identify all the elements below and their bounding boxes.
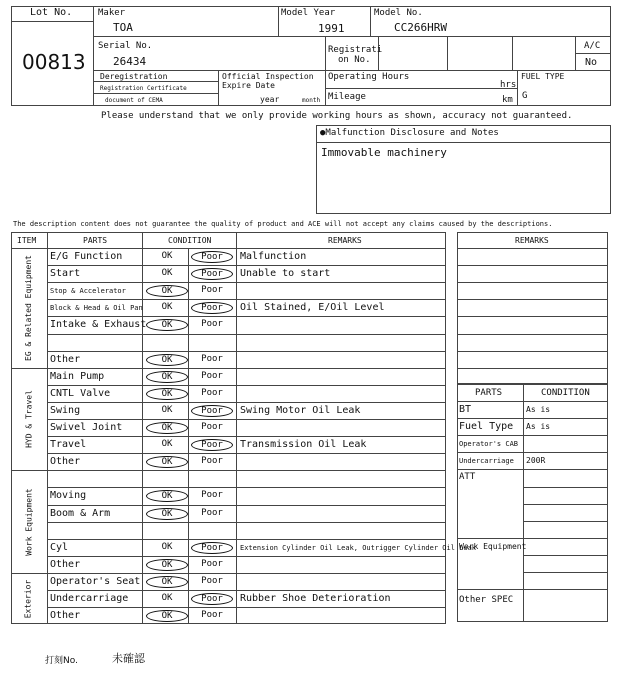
- poor-circled: Poor: [191, 251, 233, 263]
- group-label: Work Equipment: [24, 487, 33, 556]
- header-row-line-1: [93, 36, 611, 37]
- ok-label: OK: [161, 302, 173, 313]
- part-label: Intake & Exhaust: [50, 319, 147, 331]
- row-line: [47, 590, 446, 591]
- operating-hours-label: Operating Hours: [328, 72, 410, 82]
- hours-note: Please understand that we only provide working hours as shown, accuracy not guaranteed.: [101, 111, 573, 121]
- parts-condition: As is: [526, 405, 551, 414]
- ok-circled: OK: [146, 456, 188, 468]
- other-spec-label: Other SPEC: [459, 595, 514, 606]
- ok-circled: OK: [146, 422, 188, 434]
- dereg-line-2: [93, 93, 218, 94]
- poor-circled: Poor: [191, 405, 233, 417]
- parts-item: Operator's CAB: [459, 440, 519, 449]
- header-condition: CONDITION: [168, 236, 212, 245]
- reg-divider-2: [447, 36, 448, 70]
- parts-header-line: [457, 401, 608, 402]
- part-label: Other: [50, 353, 81, 365]
- other-spec-line: [457, 589, 608, 590]
- lot-label: Lot No.: [30, 7, 73, 18]
- ok-label: OK: [161, 439, 173, 450]
- parts-row-line: [457, 469, 608, 470]
- work-line: [457, 538, 608, 539]
- poor-label: Poor: [201, 558, 223, 569]
- part-label: Boom & Arm: [50, 507, 111, 519]
- model-year-label: Model Year: [281, 8, 336, 18]
- row-line: [47, 265, 446, 266]
- remark-text: Unable to start: [240, 268, 331, 280]
- parts-row-line: [457, 435, 608, 436]
- row-line: [47, 453, 446, 454]
- row-line: [47, 607, 446, 608]
- right-remarks-header-line: [457, 248, 608, 249]
- poor-label: Poor: [201, 422, 223, 432]
- serial-value: 26434: [113, 55, 147, 68]
- parts-item: Fuel Type: [459, 421, 514, 433]
- poor-label: Poor: [201, 353, 223, 364]
- malfunction-title-line: [316, 142, 611, 143]
- maker-value: TOA: [113, 21, 133, 34]
- ok-circled: OK: [146, 285, 188, 297]
- parts-condition: 200R: [526, 456, 546, 466]
- ok-circled: OK: [146, 508, 188, 520]
- row-line: [47, 385, 446, 386]
- fuel-type-label: FUEL TYPE: [521, 72, 565, 81]
- parts-condition: As is: [526, 422, 551, 432]
- poor-label: Poor: [201, 575, 223, 586]
- poor-circled: Poor: [191, 302, 233, 314]
- ok-circled: OK: [146, 319, 188, 331]
- malfunction-text: Immovable machinery: [321, 146, 447, 159]
- part-label: Block & Head & Oil Pan: [50, 304, 143, 313]
- model-year-value: 1991: [318, 22, 345, 35]
- att-row-line: [523, 504, 608, 505]
- rem-col-line: [236, 232, 237, 624]
- ok-label: OK: [161, 404, 173, 415]
- right-remarks-row-line: [457, 368, 608, 369]
- parts-item: BT: [459, 404, 472, 415]
- fuel-type-value: G: [522, 91, 528, 101]
- ok-label: OK: [161, 593, 173, 603]
- part-label: Swing: [50, 404, 81, 416]
- right-remarks-row-line: [457, 351, 608, 352]
- group-label: HYD & Travel: [24, 390, 33, 448]
- row-line: [47, 282, 446, 283]
- header-item: ITEM: [17, 236, 37, 245]
- registration-label-2: on No.: [338, 55, 371, 65]
- parts-row-line: [457, 418, 608, 419]
- group-label: Exterior: [23, 579, 33, 618]
- dereg-divider: [218, 70, 219, 106]
- dereg-sub-1: Registration Certificate: [100, 85, 187, 92]
- km-label: km: [502, 95, 513, 105]
- att-row-line: [523, 487, 608, 488]
- ok-circled: OK: [146, 354, 188, 366]
- ok-label: OK: [161, 268, 173, 279]
- row-line: [47, 299, 446, 300]
- row-line: [11, 368, 446, 369]
- lot-value: 00813: [22, 50, 86, 74]
- poor-label: Poor: [201, 507, 223, 518]
- poor-label: Poor: [201, 285, 223, 296]
- parts-item: Undercarriage: [459, 457, 514, 466]
- mileage-label: Mileage: [328, 92, 366, 102]
- poor-circled: Poor: [191, 439, 233, 451]
- row-line: [11, 470, 446, 471]
- part-label: E/G Function: [50, 251, 123, 262]
- poor-circled: Poor: [191, 542, 233, 554]
- row-line: [47, 419, 446, 420]
- row-line: [47, 334, 446, 335]
- row-line: [47, 402, 446, 403]
- right-remarks-header: REMARKS: [515, 236, 549, 245]
- ok-circled: OK: [146, 610, 188, 622]
- lot-divider: [93, 6, 94, 106]
- ac-mid-line: [575, 53, 611, 54]
- fuel-divider: [517, 70, 518, 106]
- part-label: Start: [50, 268, 81, 280]
- header-line: [11, 248, 446, 249]
- remark-text: Oil Stained, E/Oil Level: [240, 302, 385, 314]
- inspection-label-2: Expire Date: [222, 81, 275, 90]
- registration-label-1: Registrati: [328, 45, 383, 55]
- ok-circled: OK: [146, 559, 188, 571]
- row-line: [47, 436, 446, 437]
- right-remarks-row-line: [457, 334, 608, 335]
- hrs-label: hrs: [500, 80, 517, 90]
- remark-text: Malfunction: [240, 251, 307, 262]
- poor-label: Poor: [201, 490, 223, 501]
- modelyear-divider: [370, 6, 371, 36]
- part-label: Other: [50, 610, 81, 622]
- poor-label: Poor: [201, 456, 223, 467]
- poor-circled: Poor: [191, 593, 233, 605]
- part-label: Cyl: [50, 541, 69, 553]
- row-line: [47, 539, 446, 540]
- work-row-line: [523, 572, 608, 573]
- part-label: Moving: [50, 490, 87, 502]
- ok-label: OK: [161, 251, 173, 261]
- att-label: ATT: [459, 472, 476, 483]
- part-label: Stop & Accelerator: [50, 287, 126, 296]
- parts-header: PARTS: [475, 388, 503, 398]
- parts-row-line: [457, 452, 608, 453]
- row-line: [47, 505, 446, 506]
- ac-value: No: [585, 57, 598, 68]
- maker-label: Maker: [98, 8, 126, 18]
- ok-circled: OK: [146, 576, 188, 588]
- header-parts: PARTS: [83, 236, 108, 245]
- ac-label: A/C: [584, 41, 601, 51]
- ok-circled: OK: [146, 388, 188, 400]
- part-label: Undercarriage: [50, 593, 129, 604]
- group-label: EG & Related Equipment: [24, 254, 33, 361]
- row-line: [47, 522, 446, 523]
- serial-divider: [325, 36, 326, 70]
- disclaimer: The description content does not guarantee the quality of product and ACE will not accept any claims caused by the descriptions.: [13, 220, 553, 228]
- hours-mid-line: [325, 88, 517, 89]
- remark-text: Transmission Oil Leak: [240, 439, 367, 451]
- right-remarks-row-line: [457, 316, 608, 317]
- row-line: [47, 556, 446, 557]
- work-equipment-label: Work Equipment: [459, 541, 527, 551]
- remark-text: Rubber Shoe Deterioration: [240, 593, 391, 604]
- stamp-label: 打刻No.: [45, 656, 78, 666]
- serial-label: Serial No.: [98, 41, 153, 51]
- poor-label: Poor: [201, 387, 223, 398]
- poor-label: Poor: [201, 610, 223, 621]
- part-label: CNTL Valve: [50, 387, 111, 399]
- cond-col-line: [142, 232, 143, 624]
- right-remarks-row-line: [457, 299, 608, 300]
- year-label: year: [260, 95, 280, 104]
- ok-circled: OK: [146, 490, 188, 502]
- reg-divider-3: [512, 36, 513, 70]
- lot-label-divider: [11, 21, 93, 22]
- item-col-line: [47, 232, 48, 624]
- remark-text: Swing Motor Oil Leak: [240, 404, 361, 416]
- part-label: Travel: [50, 439, 87, 451]
- model-no-value: CC266HRW: [394, 21, 447, 34]
- right-remarks-frame: [457, 232, 608, 385]
- part-label: Operator's Seat: [50, 575, 141, 587]
- part-label: Swivel Joint: [50, 422, 123, 433]
- work-row-line: [523, 555, 608, 556]
- malfunction-box: [316, 125, 611, 214]
- part-label: Other: [50, 558, 81, 570]
- maker-divider: [278, 6, 279, 36]
- right-remarks-row-line: [457, 265, 608, 266]
- right-remarks-row-line: [457, 282, 608, 283]
- dereg-label: Deregistration: [100, 72, 168, 81]
- header-remarks: REMARKS: [328, 236, 362, 245]
- row-line: [47, 487, 446, 488]
- part-label: Other: [50, 456, 81, 468]
- row-line: [47, 351, 446, 352]
- month-label: month: [302, 97, 321, 104]
- model-no-label: Model No.: [374, 8, 423, 18]
- row-line: [47, 316, 446, 317]
- ok-circled: OK: [146, 371, 188, 383]
- ok-label: OK: [161, 541, 173, 552]
- row-line: [11, 573, 446, 574]
- poor-label: Poor: [201, 319, 223, 330]
- condition-header: CONDITION: [541, 388, 590, 398]
- att-row-line: [523, 521, 608, 522]
- malfunction-title: ●Malfunction Disclosure and Notes: [320, 128, 499, 138]
- stamp-value: 未確認: [112, 652, 145, 665]
- remark-text: Extension Cylinder Oil Leak, Outrigger Cylinder Oil Leak: [240, 543, 477, 552]
- part-label: Main Pump: [50, 370, 105, 382]
- poor-label: Poor: [201, 370, 223, 381]
- dereg-sub-2: document of CEMA: [105, 97, 163, 104]
- poor-circled: Poor: [191, 268, 233, 280]
- header-row-line-2: [93, 70, 611, 71]
- inspection-label-1: Official Inspection: [222, 72, 314, 81]
